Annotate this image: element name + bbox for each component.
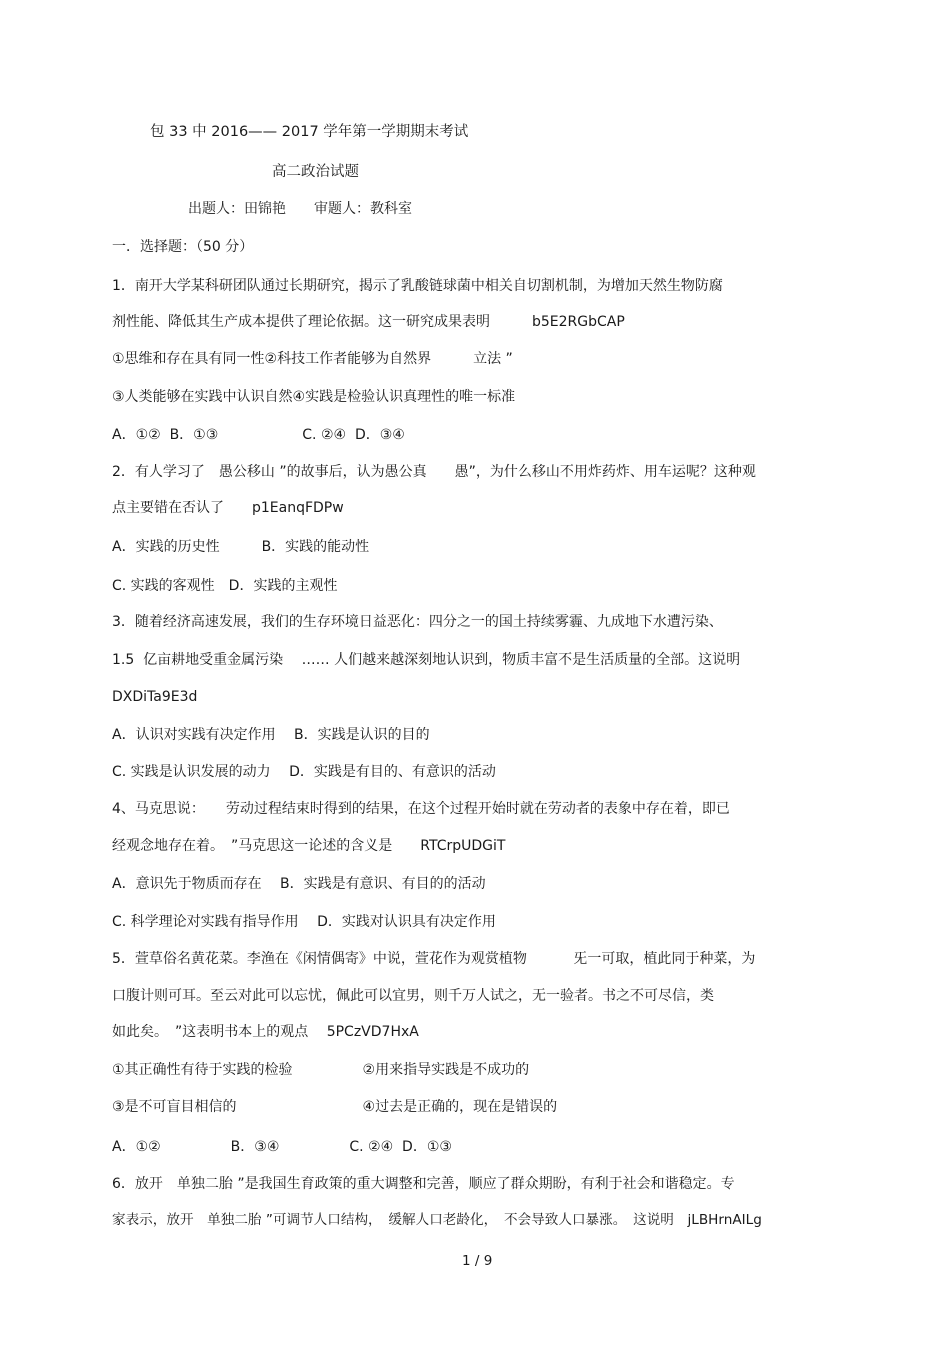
question-5-statements-a: ①其正确性有待于实践的检验 ②用来指导实践是不成功的 xyxy=(112,1062,530,1078)
question-4-options-cd: C. 科学理论对实践有指导作用 D．实践对认识具有决定作用 xyxy=(112,914,496,930)
question-6-stem-line-1: 6．放开 单独二胎 ”是我国生育政策的重大调整和完善，顺应了群众期盼，有利于社会和谐稳定。专 xyxy=(112,1176,735,1192)
authors-line: 出题人：田锦艳 审题人：教科室 xyxy=(188,201,412,217)
question-5-statements-b: ③是不可盲目相信的 ④过去是正确的，现在是错误的 xyxy=(112,1099,558,1115)
question-3-options-ab: A．认识对实践有决定作用 B．实践是认识的目的 xyxy=(112,727,430,743)
question-2-stem-line-2: 点主要错在否认了 p1EanqFDPw xyxy=(112,500,344,516)
question-5-options: A．①② B．③④ C. ②④ D．①③ xyxy=(112,1139,452,1155)
question-3-stem-line-2: 1.5 亿亩耕地受重金属污染 …… 人们越来越深刻地认识到，物质丰富不是生活质量的全部。这说明 xyxy=(112,652,741,668)
question-1-options: A．①② B．①③ C. ②④ D．③④ xyxy=(112,427,405,443)
question-4-stem-line-2: 经观念地存在着。 ”马克思这一论述的含义是 RTCrpUDGiT xyxy=(112,838,506,854)
question-3-options-cd: C. 实践是认识发展的动力 D．实践是有目的、有意识的活动 xyxy=(112,764,496,780)
question-2-stem-line-1: 2．有人学习了 愚公移山 ”的故事后，认为愚公真 愚”，为什么移山不用炸药炸、用车运呢？这种观 xyxy=(112,464,756,480)
question-5-stem-line-1: 5．萱草俗名黄花菜。李渔在《闲情偶寄》中说，萱花作为观赏植物 旡一可取，植此同于种菜，为 xyxy=(112,951,756,967)
question-1-statements-b: ③人类能够在实践中认识自然④实践是检验认识真理性的唯一标准 xyxy=(112,389,516,405)
exam-title: 包 33 中 2016—— 2017 学年第一学期期末考试 xyxy=(150,124,469,140)
question-5-stem-line-3: 如此矣。 ”这表明书本上的观点 5PCzVD7HxA xyxy=(112,1024,419,1040)
section-heading: 一．选择题：（50 分） xyxy=(112,239,254,255)
question-4-options-ab: A．意识先于物质而存在 B．实践是有意识、有目的的活动 xyxy=(112,876,486,892)
page-number: 1 / 9 xyxy=(462,1253,493,1269)
question-6-stem-line-2: 家表示，放开 单独二胎 ”可调节人口结构， 缓解人口老龄化， 不会导致人口暴涨。 这说明 jLBHrnAILg xyxy=(112,1212,762,1228)
subject-title: 高二政治试题 xyxy=(272,164,359,180)
question-3-stem-line-3: DXDiTa9E3d xyxy=(112,689,198,705)
question-5-stem-line-2: 口腹计则可耳。至云对此可以忘忧，佩此可以宜男，则千万人试之，无一验者。书之不可尽信，类 xyxy=(112,988,714,1004)
question-1-statements-a: ①思维和存在具有同一性②科技工作者能够为自然界 立法 ” xyxy=(112,351,513,367)
question-4-stem-line-1: 4、马克思说： 劳动过程结束时得到的结果，在这个过程开始时就在劳动者的表象中存在着，即已 xyxy=(112,801,730,817)
question-1-stem-line-1: 1．南开大学某科研团队通过长期研究，揭示了乳酸链球菌中相关自切割机制，为增加天然生物防腐 xyxy=(112,278,723,294)
question-2-options-ab: A．实践的历史性 B．实践的能动性 xyxy=(112,539,370,555)
question-2-options-cd: C. 实践的客观性 D．实践的主观性 xyxy=(112,578,338,594)
question-1-stem-line-2: 剂性能、降低其生产成本提供了理论依据。这一研究成果表明 b5E2RGbCAP xyxy=(112,314,625,330)
question-3-stem-line-1: 3．随着经济高速发展，我们的生存环境日益恶化：四分之一的国土持续雾霾、九成地下水遭污染、 xyxy=(112,614,723,630)
